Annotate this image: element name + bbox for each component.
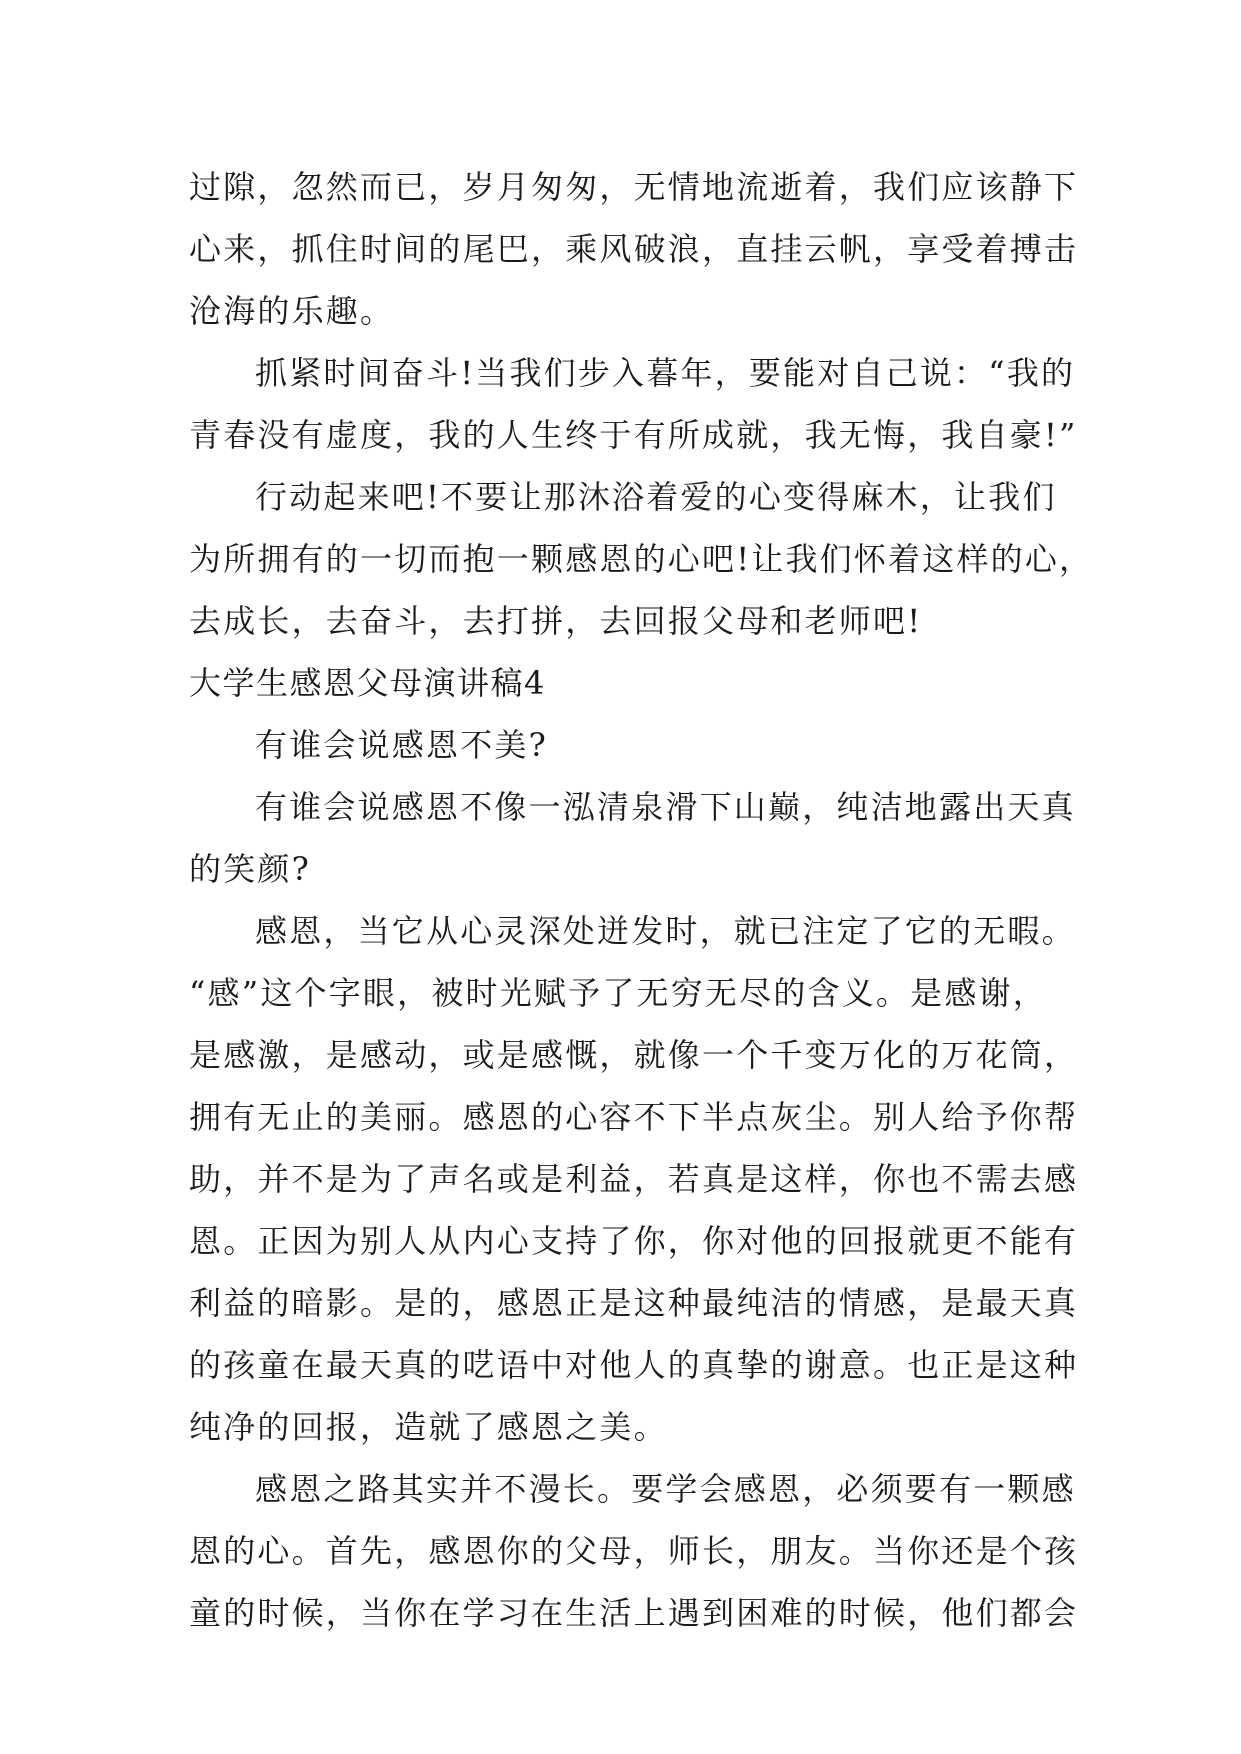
text-line: 恩。正因为别人从内心支持了你，你对他的回报就更不能有 [189, 1222, 1079, 1260]
document-body [189, 156, 1094, 1644]
text-line: 纯净的回报，造就了感恩之美。 [189, 1408, 668, 1446]
text-line: 利益的暗影。是的，感恩正是这种最纯洁的情感，是最天真 [189, 1284, 1079, 1322]
section-heading: 大学生感恩父母演讲稿4 [189, 664, 546, 702]
text-line: 恩的心。首先，感恩你的父母，师长，朋友。当你还是个孩 [189, 1532, 1079, 1570]
text-line: 的孩童在最天真的呓语中对他人的真挚的谢意。也正是这种 [189, 1346, 1079, 1384]
text-line: 的笑颜? [189, 850, 311, 888]
text-line: 助，并不是为了声名或是利益，若真是这样，你也不需去感 [189, 1160, 1079, 1198]
text-line: 去成长，去奋斗，去打拼，去回报父母和老师吧! [189, 602, 923, 640]
text-line: 沧海的乐趣。 [189, 292, 395, 330]
text-line: 抓紧时间奋斗!当我们步入暮年，要能对自己说：“我的 [255, 354, 1076, 392]
text-line: 有谁会说感恩不美? [255, 726, 548, 764]
text-line: 童的时候，当你在学习在生活上遇到困难的时候，他们都会 [189, 1594, 1079, 1632]
text-line: 过隙，忽然而已，岁月匆匆，无情地流逝着，我们应该静下 [189, 168, 1079, 206]
text-line: 感恩之路其实并不漫长。要学会感恩，必须要有一颗感 [255, 1470, 1076, 1508]
text-line: “感”这个字眼，被时光赋予了无穷无尽的含义。是感谢， [189, 974, 1047, 1012]
text-line: 行动起来吧!不要让那沐浴着爱的心变得麻木，让我们 [255, 478, 1057, 516]
text-line: 是感激，是感动，或是感慨，就像一个千变万化的万花筒， [189, 1036, 1079, 1074]
text-line: 有谁会说感恩不像一泓清泉滑下山巅，纯洁地露出天真 [255, 788, 1076, 826]
text-line: 感恩，当它从心灵深处迸发时，就已注定了它的无暇。 [255, 912, 1076, 950]
text-line: 为所拥有的一切而抱一颗感恩的心吧!让我们怀着这样的心， [189, 540, 1094, 578]
text-line: 心来，抓住时间的尾巴，乘风破浪，直挂云帆，享受着搏击 [189, 230, 1079, 268]
text-line: 青春没有虚度，我的人生终于有所成就，我无悔，我自豪!” [189, 416, 1078, 454]
text-line: 拥有无止的美丽。感恩的心容不下半点灰尘。别人给予你帮 [189, 1098, 1079, 1136]
